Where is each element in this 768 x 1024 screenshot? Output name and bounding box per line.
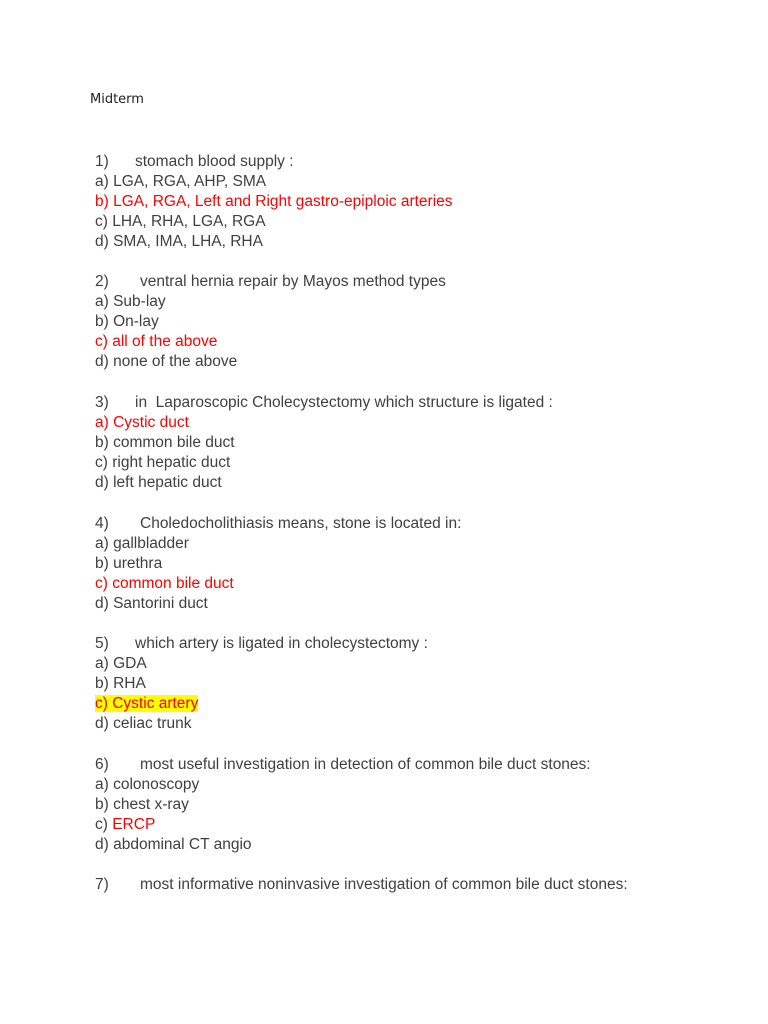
question-stem <box>95 875 635 895</box>
correct-answer-option: b) LGA, RGA, Left and Right gastro-epiploic arteries <box>95 193 453 210</box>
question-text: most informative noninvasive investigation of common bile duct stones: <box>140 876 628 893</box>
answer-option: a) Sub-lay <box>95 293 166 310</box>
answer-option: a) colonoscopy <box>95 776 200 793</box>
answer-option: d) celiac trunk <box>95 715 192 732</box>
question-1 <box>95 152 715 252</box>
question-number: 2) <box>95 273 109 290</box>
question-number: 1) <box>95 153 109 170</box>
question-stem <box>95 272 715 292</box>
question-text: which artery is ligated in cholecystectomy : <box>135 635 428 652</box>
answer-option: b) common bile duct <box>95 434 235 451</box>
question-7 <box>95 875 635 895</box>
answer-option: d) Santorini duct <box>95 595 208 612</box>
correct-answer-text: ERCP <box>112 816 156 833</box>
question-text: ventral hernia repair by Mayos method types <box>140 273 446 290</box>
question-2 <box>95 272 715 372</box>
correct-answer-option <box>95 694 715 714</box>
answer-option: b) RHA <box>95 675 146 692</box>
question-stem <box>95 514 715 534</box>
highlighted-answer: c) Cystic artery <box>95 695 199 712</box>
answer-option: b) urethra <box>95 555 163 572</box>
question-number: 7) <box>95 876 109 893</box>
answer-option: c) LHA, RHA, LGA, RGA <box>95 213 266 230</box>
question-3 <box>95 393 715 493</box>
question-number: 6) <box>95 756 109 773</box>
correct-answer-option: c) all of the above <box>95 333 218 350</box>
answer-option: d) none of the above <box>95 353 238 370</box>
answer-option: d) left hepatic duct <box>95 474 222 491</box>
question-number: 3) <box>95 394 109 411</box>
answer-option: b) On-lay <box>95 313 159 330</box>
answer-option: c) right hepatic duct <box>95 454 231 471</box>
answer-option: d) abdominal CT angio <box>95 836 252 853</box>
question-number: 5) <box>95 635 109 652</box>
question-5 <box>95 634 715 734</box>
correct-answer-option <box>95 815 715 835</box>
answer-option: a) GDA <box>95 655 147 672</box>
answer-option: a) gallbladder <box>95 535 189 552</box>
answer-letter: c) <box>95 816 113 833</box>
question-stem <box>95 152 715 172</box>
answer-option: b) chest x-ray <box>95 796 189 813</box>
question-stem <box>95 393 715 413</box>
question-4 <box>95 514 715 614</box>
question-stem <box>95 755 715 775</box>
correct-answer-option: c) common bile duct <box>95 575 234 592</box>
correct-answer-option: a) Cystic duct <box>95 414 189 431</box>
question-6 <box>95 755 715 855</box>
question-number: 4) <box>95 515 109 532</box>
question-text: stomach blood supply : <box>135 153 294 170</box>
document-title: Midterm <box>90 92 144 107</box>
question-text: most useful investigation in detection of common bile duct stones: <box>140 756 591 773</box>
answer-option: d) SMA, IMA, LHA, RHA <box>95 233 263 250</box>
question-text: Choledocholithiasis means, stone is located in: <box>140 515 462 532</box>
question-stem <box>95 634 715 654</box>
question-text: in Laparoscopic Cholecystectomy which structure is ligated : <box>135 394 553 411</box>
answer-option: a) LGA, RGA, AHP, SMA <box>95 173 267 190</box>
